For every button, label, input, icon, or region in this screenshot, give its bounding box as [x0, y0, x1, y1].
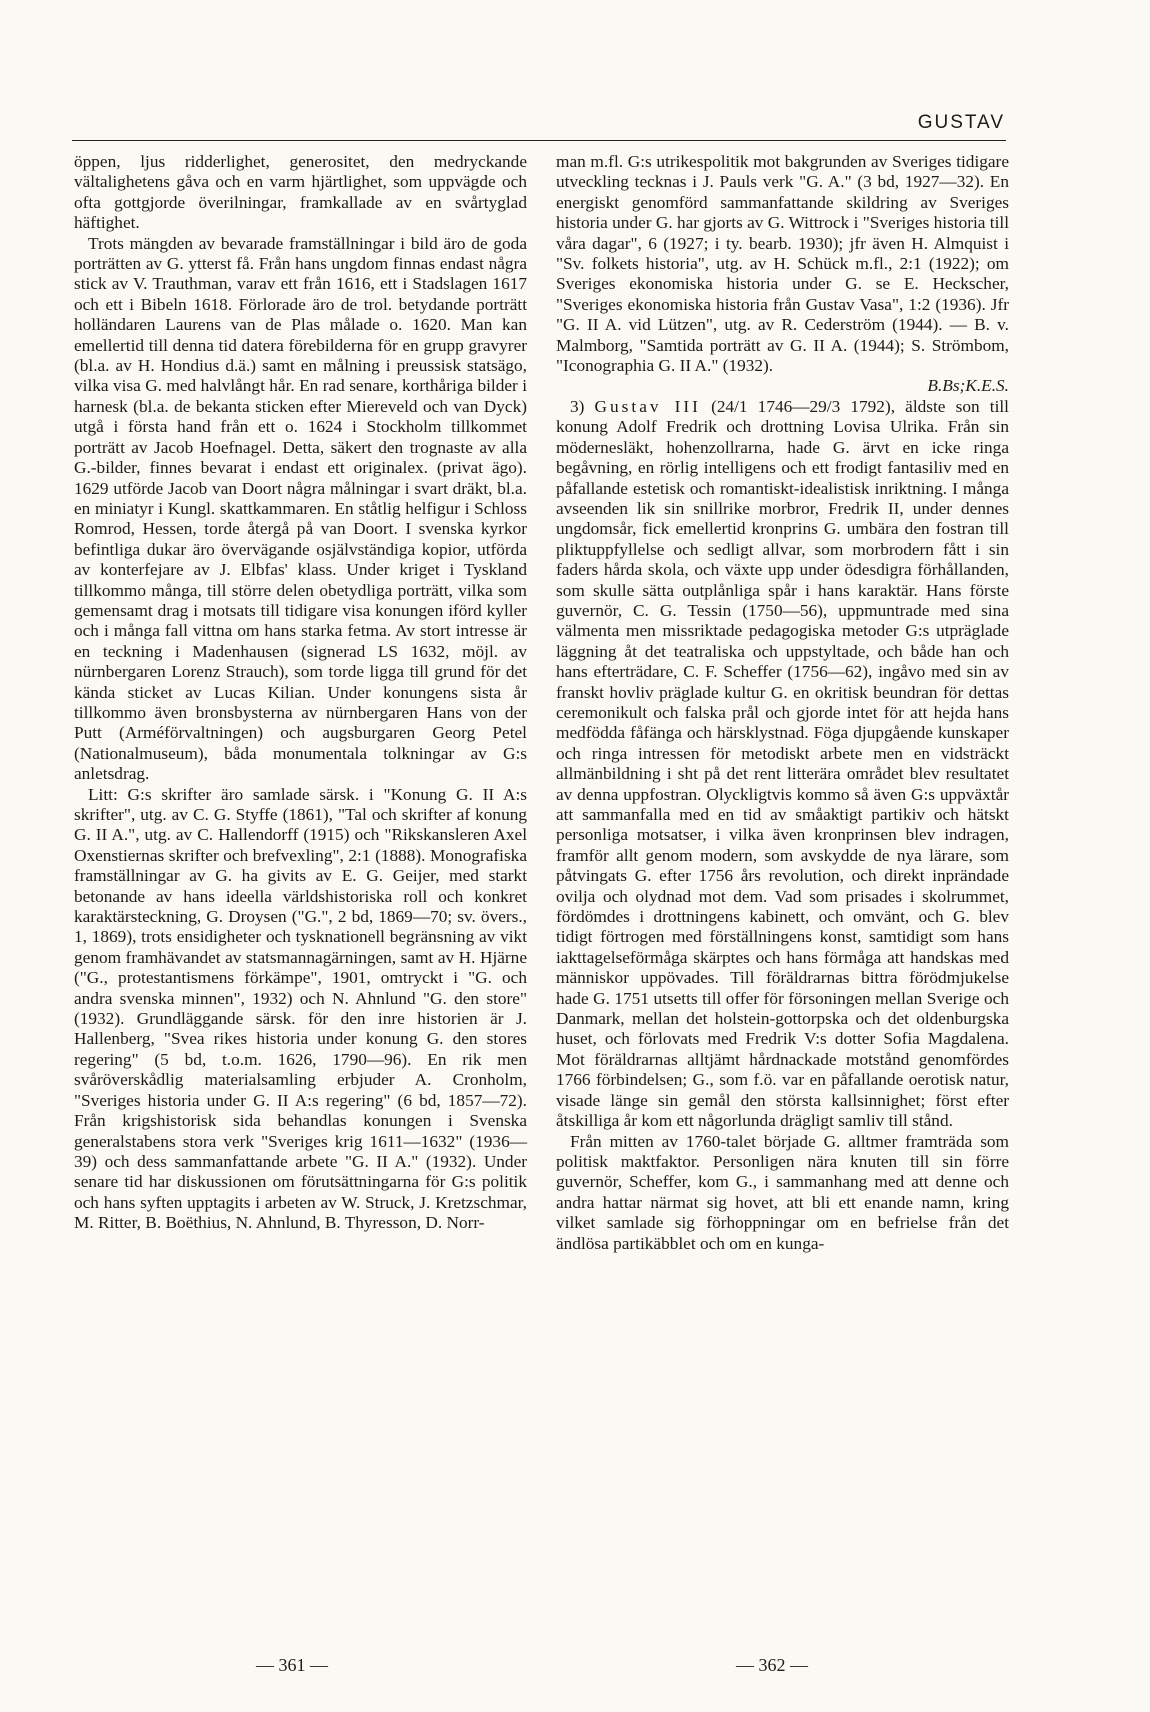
- page-number-left: — 361 —: [256, 1655, 328, 1675]
- left-paragraph-2: Trots mängden av bevarade framställningar i bild äro de goda porträtten av G. ytterst få. Från hans ungdom finnas endast några stick av V. Trauthman, varav ett från 1616, ett i Stadslagen 1617 och ett i Bibeln 1618. Förlorade äro de trol. betydande porträtt holländaren Laurens van de Plas målade o. 1620. Man kan emellertid till denna tid datera förebilderna för en grupp gravyrer (bl.a. av H. Hondius d.ä.) samt en målning i preussisk statsägo, vilka visa G. med halvlångt hår. En rad senare, korthåriga bilder i harnesk (bl.a. de bekanta sticken efter Miereveld och van Dyck) utgå i första hand från ett o. 1624 i Stockholm tillkommet porträtt av Jacob Hoefnagel. Detta, säkert den trognaste av alla G.-bilder, finnes bevarat i endast ett originalex. (privat ägo). 1629 utförde Jacob van Doort några målningar i svart dräkt, bl.a. en miniatyr i Kungl. skattkammaren. En ståtlig helfigur i Schloss Romrod, Hessen, torde återgå på van Doort. I svenska kyrkor befintliga dukar äro övervägande osjälvständiga kopior, utförda av konterfejare av J. Elbfas' klass. Under kriget i Tyskland tillkommo många, till större delen obetydliga porträtt, vilka som gemensamt drag i motsats till tidigare visa konungen iförd kyller och i många fall vittna om hans starka fetma. Av stort intresse är en teckning i Madenhausen (signerad LS 1632, möjl. av nürnbergaren Lorenz Strauch), som torde ligga till grund för det kända sticket av Lucas Kilian. Under konungens sista år tillkommo även bronsbysterna av nürnbergaren Hans von der Putt (Arméförvaltningen) och augsburgaren Georg Petel (Nationalmuseum), båda monumentala tolkningar av G:s anletsdrag.: [74, 233, 527, 784]
- right-last-paragraph: Från mitten av 1760-talet började G. alltmer framträda som politisk maktfaktor. Personligen nära knuten till sin förre guvernör, Scheffer, kom G., i sammanhang med att denne och andra hattar närmat sig hovet, att bli ett enande namn, kring vilket samlade sig förhoppningar om en befrielse från det ändlösa partikäbblet och om en kunga-: [556, 1131, 1009, 1253]
- entry-name: Gustav III: [594, 396, 701, 416]
- header-rule: [72, 140, 1006, 141]
- right-column: [556, 152, 1009, 1254]
- entry-gustav-iii: [556, 397, 1009, 1132]
- entry-number: 3): [570, 396, 585, 416]
- left-paragraph-3: Litt: G:s skrifter äro samlade särsk. i "Konung G. II A:s skrifter", utg. av C. G. Styffe (1861), "Tal och skrifter af konung G. II A.", utg. av C. Hallendorff (1915) och "Rikskansleren Axel Oxenstiernas skrifter och brefvexling", 2:1 (1888). Monografiska framställningar av G. ha givits av E. G. Geijer, med starkt betonande av hans ideella världshistoriska roll och konkret karaktärsteckning, G. Droysen ("G.", 2 bd, 1869—70; sv. övers., 1, 1869), trots ensidigheter och tysknationell begränsning av vikt genom framhävandet av statsmannagärningen, samt av H. Hjärne ("G., protestantismens förkämpe", 1901, omtryckt i "G. och andra svenska minnen", 1932) och N. Ahnlund "G. den store" (1932). Grundläggande särsk. för den inre historien är J. Hallenberg, "Svea rikes historia under konung G. den stores regering" (5 bd, t.o.m. 1626, 1790—96). En rik men svåröverskådlig materialsamling erbjuder A. Cronholm, "Sveriges historia under G. II A:s regering" (6 bd, 1857—72). Från krigshistorisk sida behandlas konungen i Svenska generalstabens stora verk "Sveriges krig 1611—1632" (1936—39) och dess sammanfattande arbete "G. II A." (1932). Under senare tid har diskussionen om förutsättningarna för G:s politik och hans syften upptagits i arbeten av W. Struck, J. Kretzschmar, M. Ritter, B. Boëthius, N. Ahnlund, B. Thyresson, D. Norr-: [74, 784, 527, 1233]
- author-signature: B.Bs;K.E.S.: [927, 376, 1009, 396]
- running-head: GUSTAV: [917, 112, 1005, 133]
- left-column: [74, 152, 527, 1234]
- page-number-right: — 362 —: [736, 1655, 808, 1675]
- left-paragraph-1: öppen, ljus ridderlighet, generositet, den medryckande vältalighetens gåva och en varm hjärtlighet, som uppvägde och ofta gottgjorde överilningar, framkallade av en svårtyglad häftighet.: [74, 152, 527, 233]
- right-continuation: man m.fl. G:s utrikespolitik mot bakgrunden av Sveriges tidigare utveckling tecknas i J. Pauls verk "G. A." (3 bd, 1927—32). En energiskt genomförd sammanfattande skildring av Sveriges historia under G. har gjorts av G. Wittrock i "Sveriges historia till våra dagar", 6 (1927; i ty. bearb. 1930); jfr även H. Almquist i "Sv. folkets historia", utg. av H. Schück m.fl., 2:1 (1922); om Sveriges ekonomiska historia under G. se E. Heckscher, "Sveriges ekonomiska historia från Gustav Vasa", 1:2 (1936). Jfr "G. II A. vid Lützen", utg. av R. Cederström (1944). — B. v. Malmborg, "Samtida porträtt av G. II A. (1944); S. Strömbom, "Iconographia G. II A." (1932).: [556, 152, 1009, 376]
- entry-dates: (24/1 1746—29/3 1792),: [711, 396, 896, 416]
- entry-text: äldste son till konung Adolf Fredrik och drottning Lovisa Ulrika. Från sin mödernesläkt, hohenzollrarna, hade G. ärvt en icke ringa begåvning, en rörlig intelligens och ett frodigt fantasiliv med en påfallande estetisk och romantiskt-idealistisk inriktning. I många avseenden lik sin snillrike morbror, Fredrik II, under dennes ungdomsår, fick emellertid kronprins G. umbära den fostran till pliktuppfyllelse och sedligt allvar, som morbrodern fått i sin faders hårda skola, och växte upp under ödesdigra förhållanden, som skulle sätta outplånliga spår i hans karaktär. Hans förste guvernör, C. G. Tessin (1750—56), uppmuntrade med sina välmenta men missriktade pedagogiska metoder G:s utpräglade läggning åt det teatraliska och uppstyltade, och både han och hans efterträdare, C. F. Scheffer (1756—62), ingåvo med sin av franskt hovliv präglade kultur G. en okritisk beundran för dettas ceremonikult och falska prål och gjorde intet för att hejda hans medfödda fåfänga och härsklystnad. Föga djupgående kunskaper och ringa intressen för metodiskt arbete men en vidsträckt allmänbildning i sht på det rent litterära området blev resultatet av denna uppfostran. Olyckligtvis kommo så även G:s uppväxtår att sammanfalla med en tid av småaktigt partikiv och hätskt personliga motsatser, i vilka även kronprinsen blev indragen, framför allt genom modern, som avskydde de nya lärare, som påtvingats G. efter 1756 års revolution, och direkt inprändade ovilja och olydnad mot dem. Vad som prisades i skolrummet, fördömdes i drottningens kabinett, och omvänt, och G. blev tidigt förtrogen med förställningens konst, samtidigt som hans iakttagelseförmåga skärptes och hans förmåga att handskas med människor uppövades. Till föräldrarnas bittra förödmjukelse hade G. 1751 utsetts till offer för försoningen mellan Sverige och Danmark, mellan det holstein-gottorpska och det oldenburgska huset, och förlovats med Fredrik V:s dotter Sofia Magdalena. Mot föräldrarnas alltjämt hårdnackade motstånd genomfördes 1766 förbindelsen; G., som f.ö. var en påfallande oerotisk natur, visade länge sin gemål den största kallsinnighet; först efter åtskilliga år kom ett någorlunda drägligt samliv till stånd.: [556, 396, 1009, 1131]
